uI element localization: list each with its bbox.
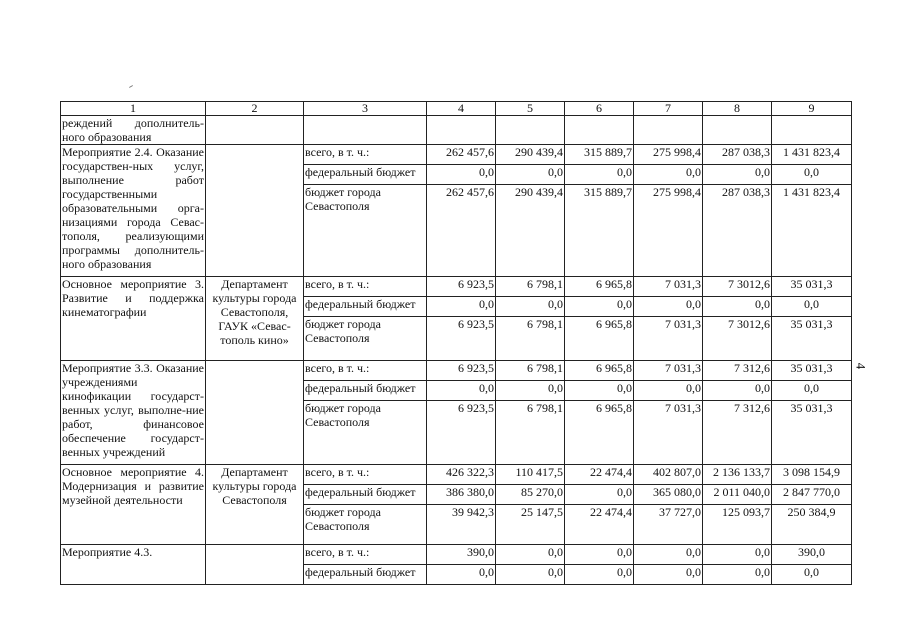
value-cell: 7 031,3 bbox=[634, 317, 703, 361]
value-cell: 315 889,7 bbox=[565, 185, 634, 277]
header-cell: 8 bbox=[703, 102, 772, 116]
table-row bbox=[61, 116, 852, 145]
table-row bbox=[61, 545, 852, 565]
value-cell bbox=[496, 116, 565, 145]
value-cell: 2 847 770,0 bbox=[772, 485, 852, 505]
value-cell: 7 3012,6 bbox=[703, 277, 772, 297]
value-cell: 39 942,3 bbox=[427, 505, 496, 545]
value-cell: 6 965,8 bbox=[565, 277, 634, 297]
table-body bbox=[61, 102, 852, 585]
value-cell: 25 147,5 bbox=[496, 505, 565, 545]
value-cell: 35 031,3 bbox=[772, 401, 852, 465]
funding-source-cell: бюджет города Севастополя bbox=[304, 505, 427, 545]
value-cell: 0,0 bbox=[703, 297, 772, 317]
funding-source-cell: всего, в т. ч.: bbox=[304, 361, 427, 381]
header-cell: 4 bbox=[427, 102, 496, 116]
executor-cell bbox=[206, 545, 304, 585]
value-cell: 6 965,8 bbox=[565, 361, 634, 381]
header-cell: 7 bbox=[634, 102, 703, 116]
value-cell: 0,0 bbox=[634, 545, 703, 565]
funding-source-cell: федеральный бюджет bbox=[304, 565, 427, 585]
budget-table bbox=[60, 101, 852, 585]
value-cell: 6 965,8 bbox=[565, 317, 634, 361]
value-cell: 290 439,4 bbox=[496, 185, 565, 277]
value-cell bbox=[634, 116, 703, 145]
value-cell: 0,0 bbox=[703, 545, 772, 565]
value-cell: 85 270,0 bbox=[496, 485, 565, 505]
executor-cell bbox=[206, 361, 304, 465]
table-row bbox=[61, 145, 852, 165]
value-cell: 0,0 bbox=[496, 545, 565, 565]
value-cell: 110 417,5 bbox=[496, 465, 565, 485]
header-cell: 6 bbox=[565, 102, 634, 116]
measure-name-cell: Мероприятие 3.3. Оказание учреждениями кинофикации государст-венных услуг, выполне-ние работ, финансовое обеспечение государст-венных учреждений bbox=[61, 361, 206, 465]
value-cell: 0,0 bbox=[427, 165, 496, 185]
header-cell: 9 bbox=[772, 102, 852, 116]
funding-source-cell: всего, в т. ч.: bbox=[304, 545, 427, 565]
value-cell: 287 038,3 bbox=[703, 185, 772, 277]
funding-source-cell: всего, в т. ч.: bbox=[304, 465, 427, 485]
value-cell: 0,0 bbox=[772, 565, 852, 585]
value-cell: 22 474,4 bbox=[565, 465, 634, 485]
value-cell: 0,0 bbox=[772, 297, 852, 317]
value-cell: 6 798,1 bbox=[496, 317, 565, 361]
funding-source-cell: федеральный бюджет bbox=[304, 381, 427, 401]
value-cell bbox=[565, 116, 634, 145]
measure-name-cell: Мероприятие 2.4. Оказание государствен-ных услуг, выполнение работ государственными образовательными орга-низациями города Севас-тополя, реализующими программы дополнитель-ного образования bbox=[61, 145, 206, 277]
value-cell: 125 093,7 bbox=[703, 505, 772, 545]
value-cell: 0,0 bbox=[427, 297, 496, 317]
table-row bbox=[61, 361, 852, 381]
value-cell: 0,0 bbox=[634, 565, 703, 585]
value-cell: 290 439,4 bbox=[496, 145, 565, 165]
value-cell: 0,0 bbox=[565, 165, 634, 185]
value-cell: 6 798,1 bbox=[496, 277, 565, 297]
value-cell: 0,0 bbox=[565, 381, 634, 401]
executor-cell bbox=[206, 116, 304, 145]
value-cell: 35 031,3 bbox=[772, 361, 852, 381]
value-cell bbox=[703, 116, 772, 145]
table-row bbox=[61, 465, 852, 485]
value-cell: 275 998,4 bbox=[634, 185, 703, 277]
value-cell: 0,0 bbox=[703, 165, 772, 185]
funding-source-cell: бюджет города Севастополя bbox=[304, 185, 427, 277]
value-cell: 2 011 040,0 bbox=[703, 485, 772, 505]
funding-source-cell: федеральный бюджет bbox=[304, 165, 427, 185]
value-cell: 6 923,5 bbox=[427, 401, 496, 465]
value-cell: 35 031,3 bbox=[772, 277, 852, 297]
value-cell: 0,0 bbox=[496, 565, 565, 585]
value-cell: 7 031,3 bbox=[634, 277, 703, 297]
value-cell: 426 322,3 bbox=[427, 465, 496, 485]
value-cell: 7 312,6 bbox=[703, 401, 772, 465]
value-cell: 6 798,1 bbox=[496, 401, 565, 465]
funding-source-cell: всего, в т. ч.: bbox=[304, 277, 427, 297]
value-cell: 35 031,3 bbox=[772, 317, 852, 361]
funding-source-cell: бюджет города Севастополя bbox=[304, 401, 427, 465]
value-cell: 1 431 823,4 bbox=[772, 185, 852, 277]
measure-name-cell: Основное мероприятие 4. Модернизация и развитие музейной деятельности bbox=[61, 465, 206, 545]
value-cell: 3 098 154,9 bbox=[772, 465, 852, 485]
value-cell: 365 080,0 bbox=[634, 485, 703, 505]
value-cell: 7 031,3 bbox=[634, 401, 703, 465]
value-cell: 0,0 bbox=[703, 381, 772, 401]
value-cell: 0,0 bbox=[427, 565, 496, 585]
value-cell: 6 923,5 bbox=[427, 317, 496, 361]
value-cell: 0,0 bbox=[634, 165, 703, 185]
value-cell: 0,0 bbox=[703, 565, 772, 585]
executor-cell: Департамент культуры города Севастополя bbox=[206, 465, 304, 545]
header-cell: 5 bbox=[496, 102, 565, 116]
value-cell: 250 384,9 bbox=[772, 505, 852, 545]
header-cell: 2 bbox=[206, 102, 304, 116]
value-cell: 275 998,4 bbox=[634, 145, 703, 165]
value-cell: 0,0 bbox=[772, 165, 852, 185]
value-cell: 0,0 bbox=[565, 485, 634, 505]
measure-name-cell: Основное мероприятие 3. Развитие и поддержка кинематографии bbox=[61, 277, 206, 361]
funding-source-cell: федеральный бюджет bbox=[304, 297, 427, 317]
value-cell bbox=[427, 116, 496, 145]
value-cell: 402 807,0 bbox=[634, 465, 703, 485]
value-cell: 7 031,3 bbox=[634, 361, 703, 381]
executor-cell: Департамент культуры города Севастополя, ГАУК «Севас-тополь кино» bbox=[206, 277, 304, 361]
header-cell: 1 bbox=[61, 102, 206, 116]
page-number: 4 bbox=[853, 362, 869, 370]
value-cell: 6 923,5 bbox=[427, 361, 496, 381]
value-cell: 1 431 823,4 bbox=[772, 145, 852, 165]
value-cell: 386 380,0 bbox=[427, 485, 496, 505]
value-cell: 0,0 bbox=[496, 381, 565, 401]
measure-name-cell: Мероприятие 4.3. bbox=[61, 545, 206, 585]
value-cell: 315 889,7 bbox=[565, 145, 634, 165]
measure-name-cell: реждений дополнитель-ного образования bbox=[62, 116, 204, 144]
funding-source-cell: всего, в т. ч.: bbox=[304, 145, 427, 165]
value-cell: 0,0 bbox=[772, 381, 852, 401]
scan-speck bbox=[129, 85, 133, 88]
value-cell: 0,0 bbox=[634, 297, 703, 317]
value-cell: 0,0 bbox=[496, 165, 565, 185]
table-row bbox=[61, 277, 852, 297]
funding-source-cell: федеральный бюджет bbox=[304, 485, 427, 505]
value-cell bbox=[772, 116, 852, 145]
header-row bbox=[61, 102, 852, 116]
value-cell: 287 038,3 bbox=[703, 145, 772, 165]
value-cell: 262 457,6 bbox=[427, 145, 496, 165]
value-cell: 6 798,1 bbox=[496, 361, 565, 381]
value-cell: 2 136 133,7 bbox=[703, 465, 772, 485]
value-cell: 0,0 bbox=[565, 297, 634, 317]
funding-source-cell: бюджет города Севастополя bbox=[304, 317, 427, 361]
value-cell: 0,0 bbox=[565, 565, 634, 585]
value-cell: 22 474,4 bbox=[565, 505, 634, 545]
value-cell: 0,0 bbox=[496, 297, 565, 317]
value-cell: 6 965,8 bbox=[565, 401, 634, 465]
executor-cell bbox=[206, 145, 304, 277]
value-cell: 0,0 bbox=[565, 545, 634, 565]
value-cell: 262 457,6 bbox=[427, 185, 496, 277]
value-cell: 7 312,6 bbox=[703, 361, 772, 381]
value-cell: 0,0 bbox=[634, 381, 703, 401]
value-cell: 7 3012,6 bbox=[703, 317, 772, 361]
value-cell: 37 727,0 bbox=[634, 505, 703, 545]
value-cell: 6 923,5 bbox=[427, 277, 496, 297]
header-cell: 3 bbox=[304, 102, 427, 116]
value-cell: 390,0 bbox=[772, 545, 852, 565]
value-cell: 0,0 bbox=[427, 381, 496, 401]
value-cell: 390,0 bbox=[427, 545, 496, 565]
funding-source-cell bbox=[304, 116, 427, 145]
